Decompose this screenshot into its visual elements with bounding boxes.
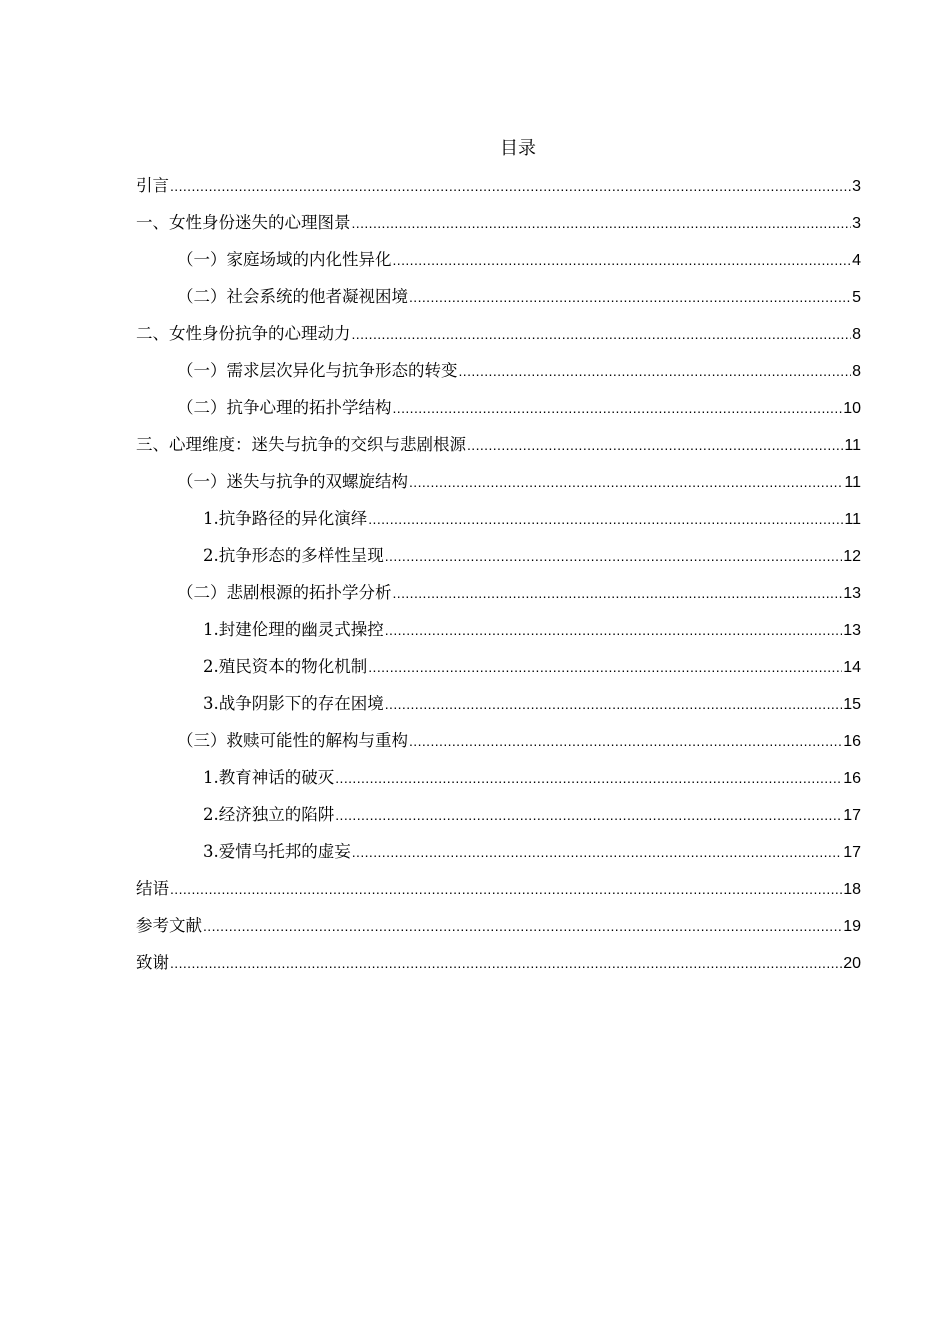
toc-entry-text: 1.抗争路径的异化演绎	[203, 509, 368, 528]
toc-leader-dots	[467, 434, 843, 456]
toc-entry-text: 引言	[136, 176, 169, 195]
toc-leader-dots	[385, 693, 842, 715]
toc-entry-page: 14	[843, 659, 861, 676]
toc-entry[interactable]	[136, 248, 861, 285]
toc-leader-dots	[335, 804, 842, 826]
toc-leader-dots	[170, 878, 842, 900]
toc-entry-text: 参考文献	[136, 916, 202, 935]
toc-entry[interactable]	[136, 433, 861, 470]
toc-entry-text: 致谢	[136, 953, 169, 972]
toc-entry-text: （三）救赎可能性的解构与重构	[177, 731, 408, 750]
toc-leader-dots	[203, 915, 842, 937]
toc-leader-dots	[170, 952, 842, 974]
toc-leader-dots	[393, 397, 843, 419]
toc-entry[interactable]	[136, 322, 861, 359]
toc-entry-page: 11	[844, 474, 861, 491]
toc-leader-dots	[352, 323, 852, 345]
toc-leader-dots	[409, 730, 842, 752]
toc-entry[interactable]	[136, 803, 861, 840]
toc-leader-dots	[385, 619, 842, 641]
toc-leader-dots	[409, 471, 843, 493]
toc-list	[136, 174, 861, 988]
toc-leader-dots	[393, 249, 852, 271]
toc-entry-text: （一）需求层次异化与抗争形态的转变	[177, 361, 458, 380]
toc-entry-page: 12	[843, 548, 861, 565]
toc-entry-page: 11	[844, 437, 861, 454]
toc-title: 目录	[500, 138, 536, 159]
toc-entry[interactable]	[136, 174, 861, 211]
toc-entry-text: 二、女性身份抗争的心理动力	[136, 324, 351, 343]
toc-entry-page: 15	[843, 696, 861, 713]
toc-entry-page: 5	[852, 289, 861, 306]
toc-entry-page: 3	[852, 215, 861, 232]
toc-leader-dots	[409, 286, 851, 308]
toc-leader-dots	[368, 508, 843, 530]
toc-entry-text: （二）悲剧根源的拓扑学分析	[177, 583, 392, 602]
toc-entry[interactable]	[136, 692, 861, 729]
toc-entry[interactable]	[136, 470, 861, 507]
toc-entry-page: 16	[843, 770, 861, 787]
toc-entry[interactable]	[136, 914, 861, 951]
toc-entry-page: 19	[843, 918, 861, 935]
toc-leader-dots	[459, 360, 852, 382]
toc-entry-text: （一）家庭场域的内化性异化	[177, 250, 392, 269]
toc-entry-text: 三、心理维度：迷失与抗争的交织与悲剧根源	[136, 435, 466, 454]
toc-entry[interactable]	[136, 285, 861, 322]
toc-leader-dots	[335, 767, 842, 789]
toc-leader-dots	[170, 175, 851, 197]
toc-entry-page: 17	[843, 844, 861, 861]
toc-entry-text: 一、女性身份迷失的心理图景	[136, 213, 351, 232]
toc-entry[interactable]	[136, 581, 861, 618]
toc-entry-page: 8	[852, 363, 861, 380]
toc-entry-text: 3.爱情乌托邦的虚妄	[203, 842, 351, 861]
toc-entry-text: 2.经济独立的陷阱	[203, 805, 335, 824]
toc-entry-page: 13	[843, 622, 861, 639]
toc-entry-text: （二）社会系统的他者凝视困境	[177, 287, 408, 306]
toc-entry-page: 13	[843, 585, 861, 602]
toc-entry[interactable]	[136, 877, 861, 914]
toc-leader-dots	[385, 545, 842, 567]
toc-entry[interactable]	[136, 729, 861, 766]
toc-entry[interactable]	[136, 951, 861, 988]
toc-entry[interactable]	[136, 618, 861, 655]
toc-entry[interactable]	[136, 507, 861, 544]
toc-entry-text: 1.封建伦理的幽灵式操控	[203, 620, 384, 639]
toc-entry-text: 3.战争阴影下的存在困境	[203, 694, 384, 713]
toc-entry-text: （一）迷失与抗争的双螺旋结构	[177, 472, 408, 491]
toc-entry[interactable]	[136, 544, 861, 581]
toc-entry-text: 1.教育神话的破灭	[203, 768, 335, 787]
toc-entry[interactable]	[136, 359, 861, 396]
toc-entry-text: 结语	[136, 879, 169, 898]
toc-entry-page: 4	[852, 252, 861, 269]
toc-entry-page: 10	[843, 400, 861, 417]
toc-entry-text: 2.殖民资本的物化机制	[203, 657, 368, 676]
toc-entry-text: 2.抗争形态的多样性呈现	[203, 546, 384, 565]
toc-entry-text: （二）抗争心理的拓扑学结构	[177, 398, 392, 417]
toc-leader-dots	[352, 841, 842, 863]
toc-entry[interactable]	[136, 396, 861, 433]
toc-entry-page: 11	[844, 511, 861, 528]
toc-leader-dots	[368, 656, 842, 678]
toc-entry-page: 20	[843, 955, 861, 972]
toc-entry-page: 16	[843, 733, 861, 750]
toc-leader-dots	[393, 582, 843, 604]
toc-entry-page: 8	[852, 326, 861, 343]
toc-leader-dots	[352, 212, 852, 234]
toc-entry[interactable]	[136, 766, 861, 803]
toc-entry-page: 3	[852, 178, 861, 195]
toc-entry-page: 17	[843, 807, 861, 824]
toc-entry-page: 18	[843, 881, 861, 898]
toc-entry[interactable]	[136, 840, 861, 877]
toc-entry[interactable]	[136, 655, 861, 692]
toc-entry[interactable]	[136, 211, 861, 248]
